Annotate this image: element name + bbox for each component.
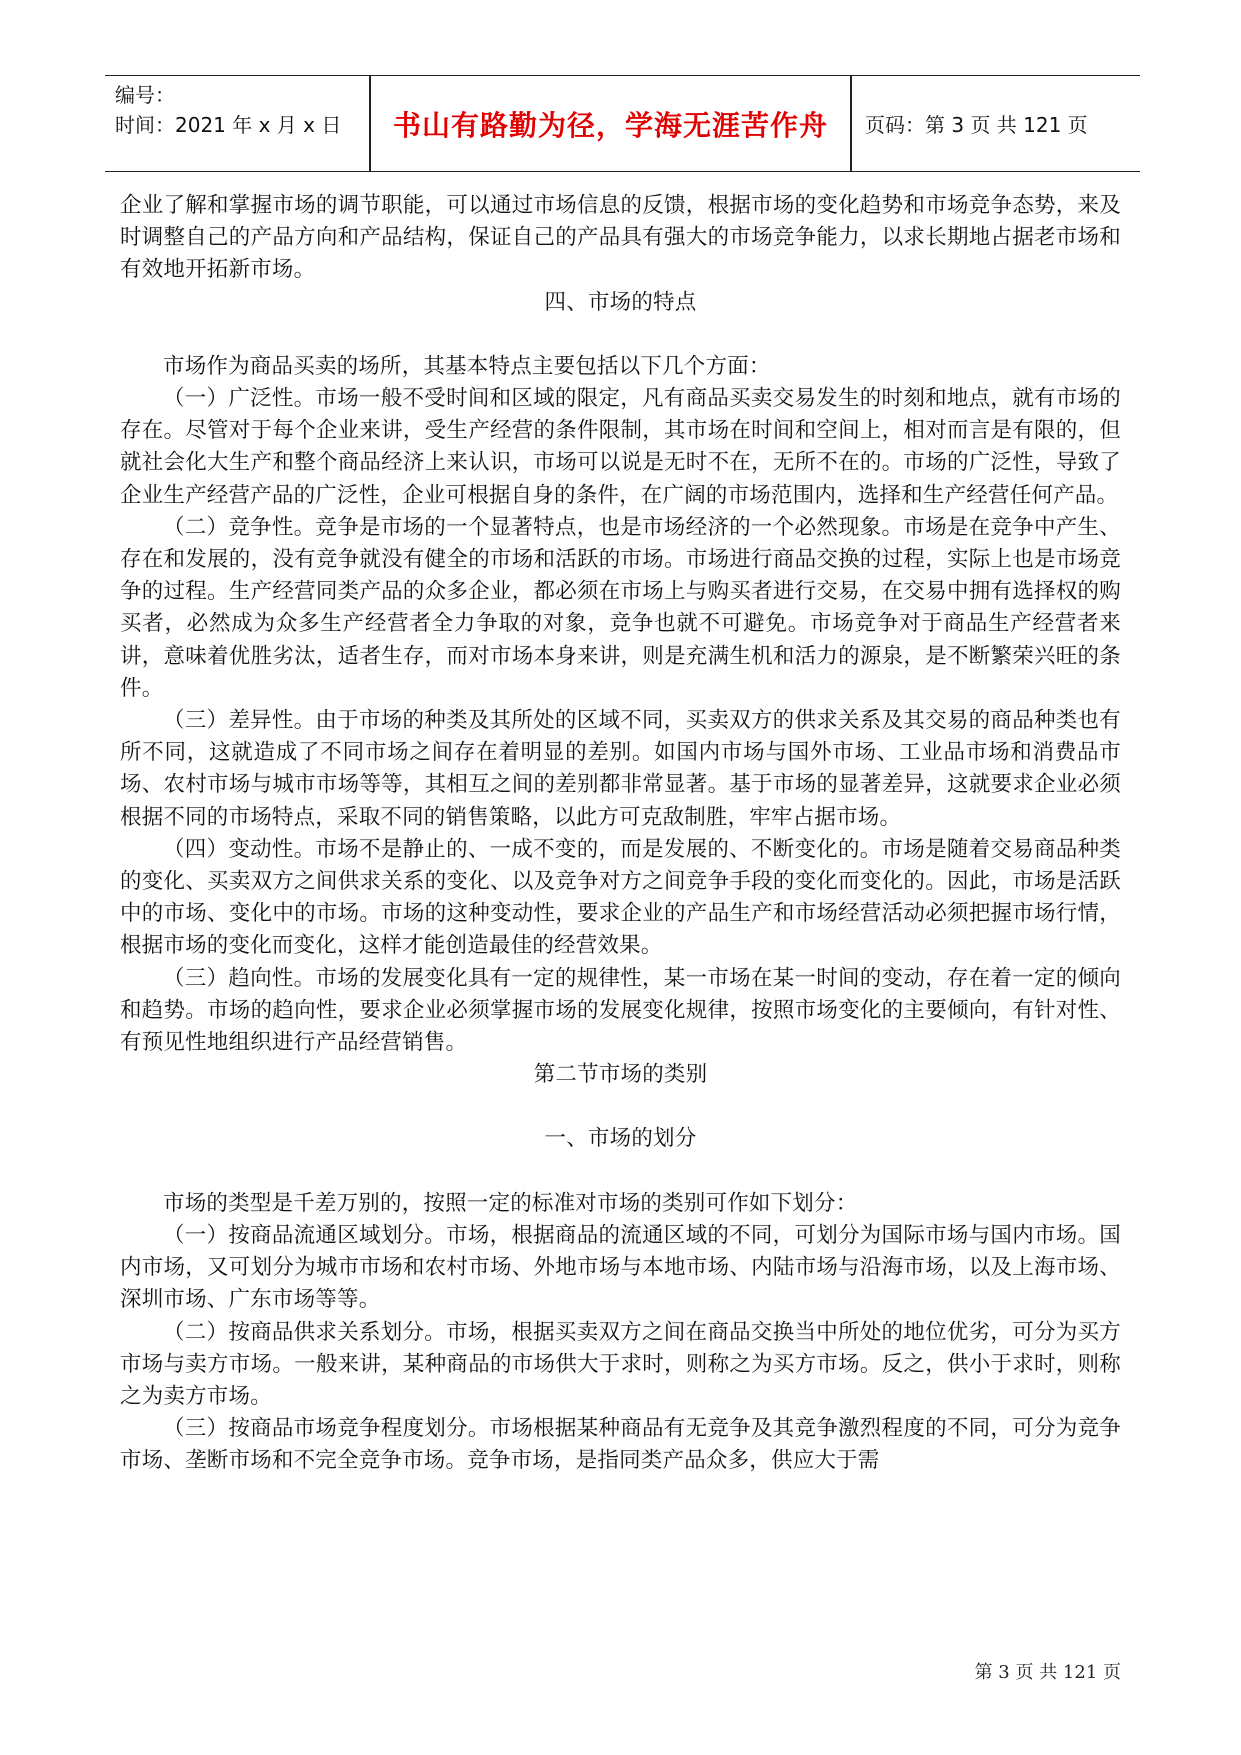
paragraph: 市场作为商品买卖的场所，其基本特点主要包括以下几个方面： — [163, 353, 771, 379]
paragraph: 企业了解和掌握市场的调节职能，可以通过市场信息的反馈，根据市场的变化趋势和市场竞争态势，来及时调整自己的产品方向和产品结构，保证自己的产品具有强大的市场竞争能力，以求长期地占据老市场和有效地开拓新市场。 — [120, 193, 1121, 283]
page-header — [105, 75, 1140, 172]
spacer — [120, 1156, 1121, 1188]
spacer — [120, 1091, 1121, 1123]
paragraph: （二）按商品供求关系划分。市场，根据买卖双方之间在商品交换当中所处的地位优劣，可分为买方市场与卖方市场。一般来讲，某种商品的市场供大于求时，则称之为买方市场。反之，供小于求时，则称之为卖方市场。 — [120, 1319, 1121, 1409]
paragraph: 市场的类型是千差万别的，按照一定的标准对市场的类别可作如下划分： — [163, 1190, 858, 1216]
paragraph: （三）差异性。由于市场的种类及其所处的区域不同，买卖双方的供求关系及其交易的商品种类也有所不同，这就造成了不同市场之间存在着明显的差别。如国内市场与国外市场、工业品市场和消费品市场、农村市场与城市市场等等，其相互之间的差别都非常显著。基于市场的显著差异，这就要求企业必须根据不同的市场特点，采取不同的销售策略，以此方可克敌制胜，牢牢占据市场。 — [120, 708, 1121, 830]
page-footer: 第 3 页 共 121 页 — [974, 1662, 1121, 1683]
header-divider — [850, 76, 852, 171]
header-page-number: 页码：第 3 页 共 121 页 — [865, 113, 1088, 137]
paragraph: （一）按商品流通区域划分。市场，根据商品的流通区域的不同，可划分为国际市场与国内市场。国内市场，又可划分为城市市场和农村市场、外地市场与本地市场、内陆市场与沿海市场，以及上海市场、深圳市场、广东市场等等。 — [120, 1222, 1121, 1313]
paragraph: （三）按商品市场竞争程度划分。市场根据某种商品有无竞争及其竞争激烈程度的不同，可分为竞争市场、垄断市场和不完全竞争市场。竞争市场，是指同类产品众多，供应大于需 — [120, 1416, 1121, 1474]
section-heading: 四、市场的特点 — [544, 289, 697, 315]
section-heading: 第二节市场的类别 — [533, 1062, 708, 1088]
header-meta — [115, 80, 365, 140]
document-time-label: 时间：2021 年 x 月 x 日 — [115, 113, 342, 137]
paragraph: （一）广泛性。市场一般不受时间和区域的限定，凡有商品买卖交易发生的时刻和地点，就有市场的存在。尽管对于每个企业来讲，受生产经营的条件限制，其市场在时间和空间上，相对而言是有限的，但就社会化大生产和整个商品经济上来认识，市场可以说是无时不在，无所不在的。市场的广泛性，导致了企业生产经营产品的广泛性，企业可根据自身的条件，在广阔的市场范围内，选择和生产经营任何产品。 — [120, 386, 1121, 508]
header-motto: 书山有路勤为径，学海无涯苦作舟 — [392, 108, 828, 142]
document-number-label: 编号： — [115, 83, 175, 107]
paragraph: （二）竞争性。竞争是市场的一个显著特点，也是市场经济的一个必然现象。市场是在竞争中产生、存在和发展的，没有竞争就没有健全的市场和活跃的市场。市场进行商品交换的过程，实际上也是市场竞争的过程。生产经营同类产品的众多企业，都必须在市场上与购买者进行交易，在交易中拥有选择权的购买者，必然成为众多生产经营者全力争取的对象，竞争也就不可避免。市场竞争对于商品生产经营者来讲，意味着优胜劣汰，适者生存，而对市场本身来讲，则是充满生机和活力的源泉，是不断繁荣兴旺的条件。 — [120, 514, 1121, 701]
spacer — [120, 319, 1121, 351]
document-body — [120, 190, 1121, 1478]
paragraph: （三）趋向性。市场的发展变化具有一定的规律性，某一市场在某一时间的变动，存在着一定的倾向和趋势。市场的趋向性，要求企业必须掌握市场的发展变化规律，按照市场变化的主要倾向，有针对性、有预见性地组织进行产品经营销售。 — [120, 965, 1121, 1056]
paragraph: （四）变动性。市场不是静止的、一成不变的，而是发展的、不断变化的。市场是随着交易商品种类的变化、买卖双方之间供求关系的变化、以及竞争对方之间竞争手段的变化而变化的。因此，市场是活跃中的市场、变化中的市场。市场的这种变动性，要求企业的产品生产和市场经营活动必须把握市场行情，根据市场的变化而变化，这样才能创造最佳的经营效果。 — [120, 836, 1121, 959]
section-heading: 一、市场的划分 — [544, 1126, 697, 1152]
